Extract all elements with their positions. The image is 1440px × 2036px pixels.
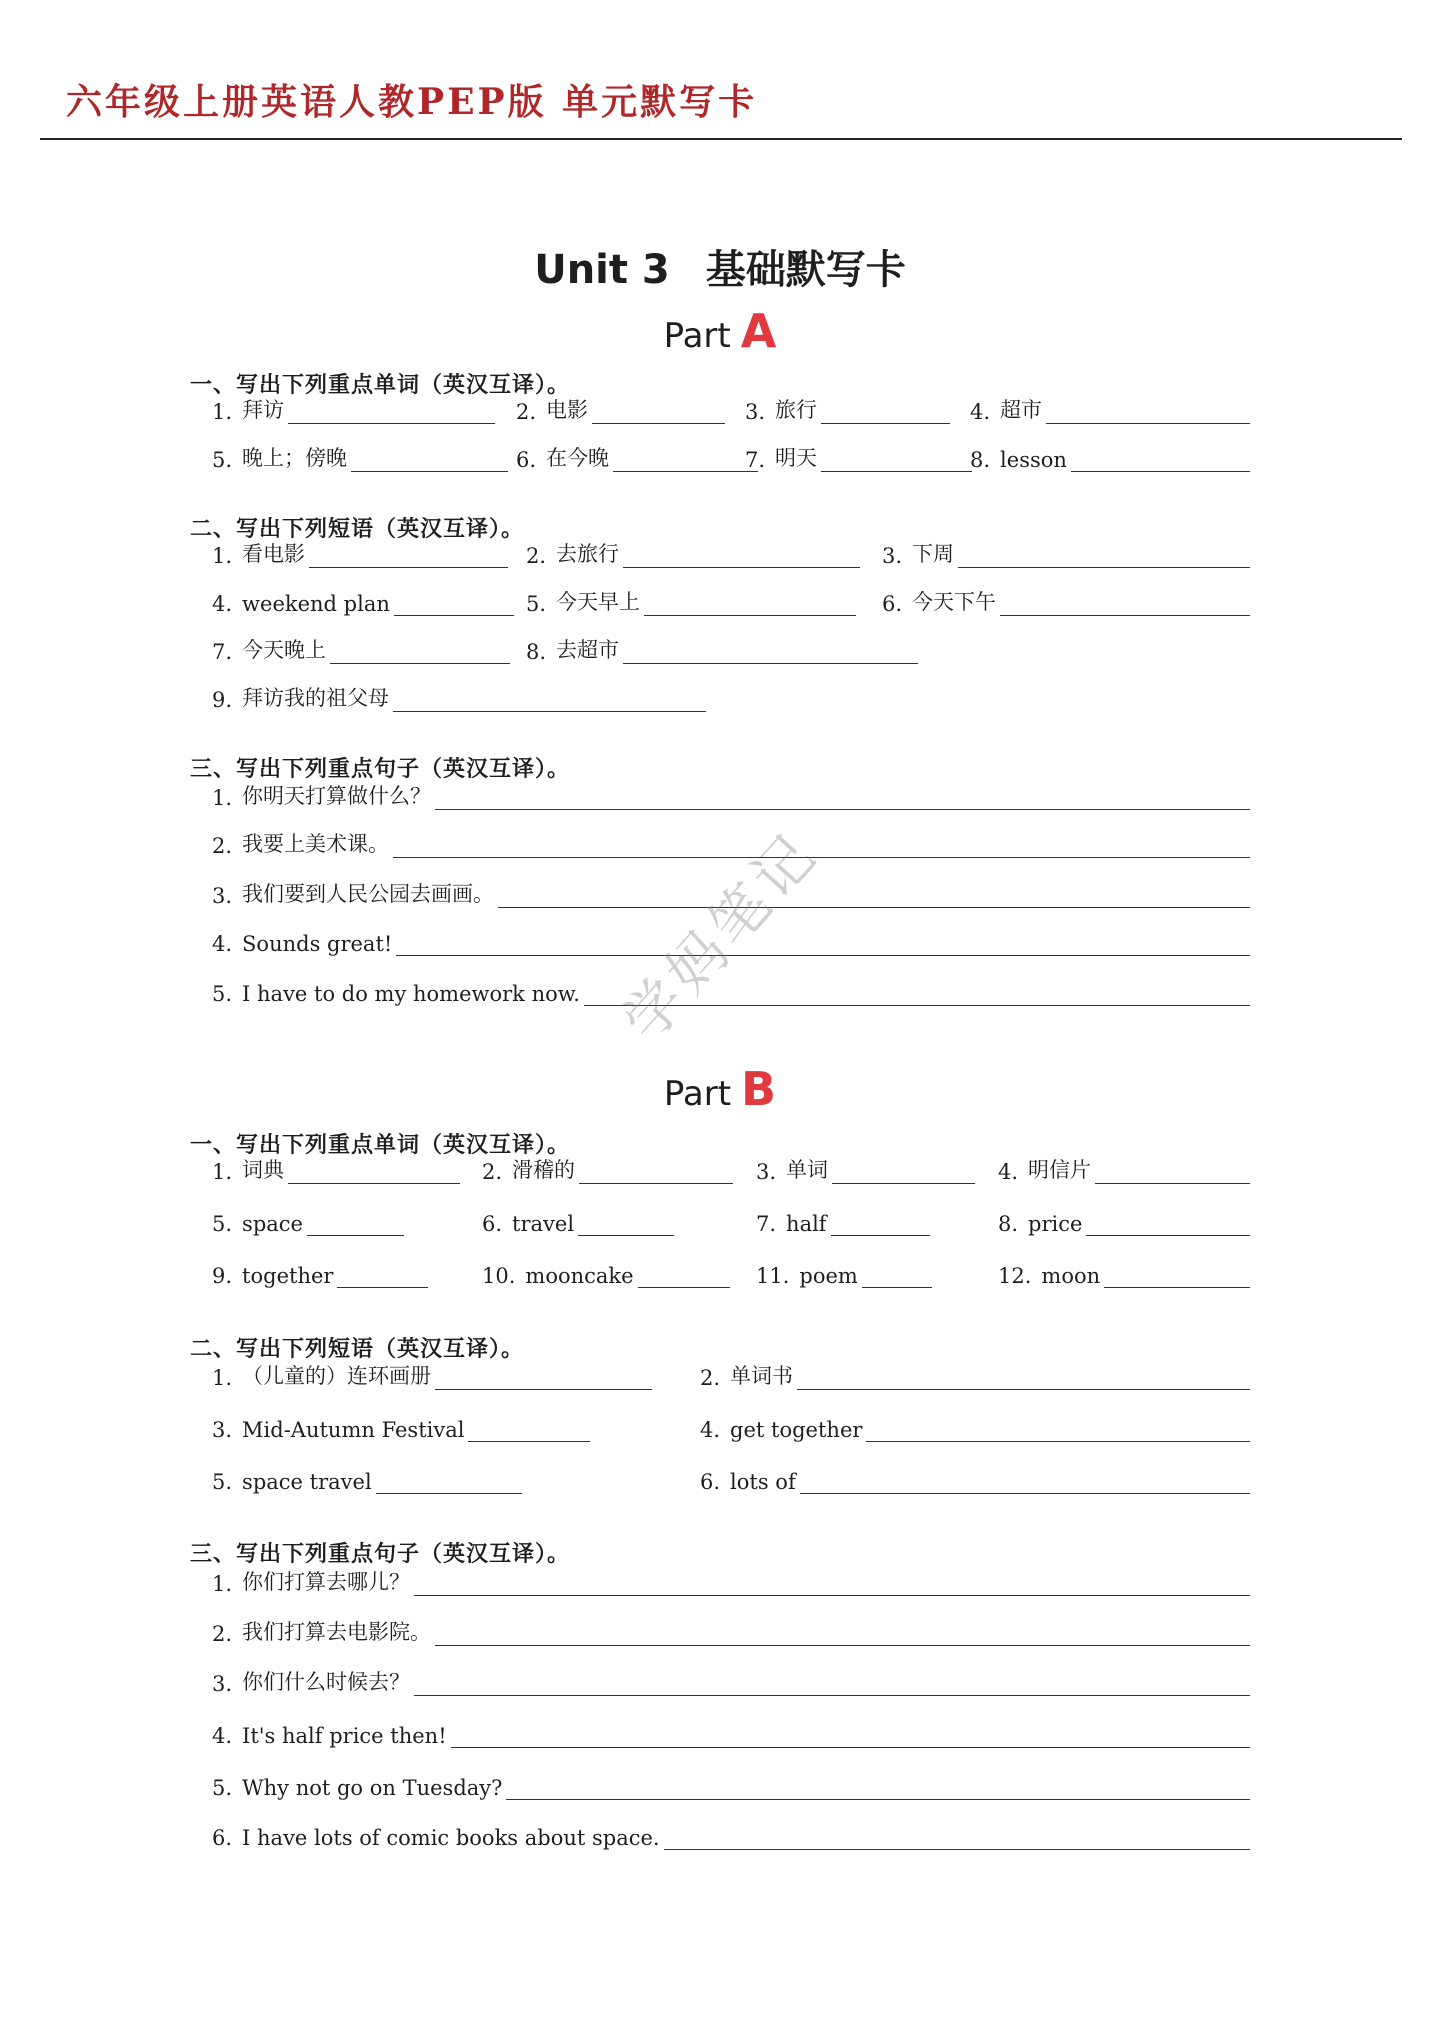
answer-blank[interactable] (862, 1265, 932, 1288)
b-phrases-item (212, 1412, 590, 1442)
b-words-item (212, 1206, 404, 1236)
answer-blank[interactable] (832, 1161, 975, 1184)
part-a-section-phrases: 二、写出下列短语（英汉互译）。 (190, 517, 525, 542)
part-b-heading (0, 1062, 1440, 1116)
answer-blank[interactable] (592, 401, 725, 424)
item-number: 2. (212, 834, 233, 858)
item-prompt: moon (1041, 1264, 1101, 1288)
a-words-item (212, 394, 495, 424)
item-prompt: Why not go on Tuesday? (242, 1776, 503, 1800)
answer-blank[interactable] (396, 933, 1250, 956)
item-prompt: 拜访我的祖父母 (242, 686, 390, 710)
part-a-section-sentences: 三、写出下列重点句子（英汉互译）。 (190, 757, 571, 782)
part-a-heading (0, 304, 1440, 358)
item-number: 9. (212, 688, 233, 712)
item-number: 4. (212, 592, 233, 616)
b-sentences-item (212, 1616, 1250, 1646)
b-words-item (212, 1258, 428, 1288)
item-number: 1. (212, 1160, 233, 1184)
item-prompt: 电影 (546, 398, 589, 422)
b-sentences-item (212, 1718, 1250, 1748)
item-number: 6. (482, 1212, 503, 1236)
b-phrases-item (700, 1412, 1250, 1442)
answer-blank[interactable] (435, 787, 1250, 810)
b-words-item (756, 1154, 975, 1184)
part-a-label: Part (663, 316, 731, 356)
item-number: 7. (756, 1212, 777, 1236)
b-words-item (212, 1154, 460, 1184)
item-number: 12. (998, 1264, 1032, 1288)
item-number: 3. (745, 400, 766, 424)
item-number: 2. (700, 1366, 721, 1390)
answer-blank[interactable] (309, 545, 508, 568)
answer-blank[interactable] (337, 1265, 428, 1288)
item-prompt: 词典 (242, 1158, 285, 1182)
answer-blank[interactable] (664, 1827, 1250, 1850)
item-prompt: 滑稽的 (512, 1158, 576, 1182)
item-prompt: 你们打算去哪儿？ (242, 1570, 411, 1594)
answer-blank[interactable] (1046, 401, 1250, 424)
answer-blank[interactable] (468, 1419, 590, 1442)
item-prompt: weekend plan (242, 592, 390, 616)
b-words-item (756, 1206, 930, 1236)
part-b-letter: B (741, 1062, 777, 1116)
item-number: 2. (212, 1622, 233, 1646)
a-words-item (212, 442, 508, 472)
a-words-item (745, 442, 972, 472)
answer-blank[interactable] (435, 1367, 652, 1390)
b-phrases-item (212, 1464, 522, 1494)
item-number: 5. (212, 1470, 233, 1494)
page-title (0, 238, 1440, 295)
item-prompt: lots of (730, 1470, 796, 1494)
item-number: 4. (998, 1160, 1019, 1184)
answer-blank[interactable] (288, 401, 495, 424)
item-prompt: 下周 (912, 542, 955, 566)
item-number: 10. (482, 1264, 516, 1288)
answer-blank[interactable] (414, 1573, 1250, 1596)
answer-blank[interactable] (376, 1471, 522, 1494)
b-words-item (482, 1258, 730, 1288)
b-sentences-item (212, 1820, 1250, 1850)
item-prompt: space travel (242, 1470, 372, 1494)
item-number: 3. (212, 1672, 233, 1696)
answer-blank[interactable] (451, 1725, 1250, 1748)
a-phrases-item (212, 586, 514, 616)
item-prompt: 今天早上 (556, 590, 641, 614)
answer-blank[interactable] (800, 1471, 1250, 1494)
a-phrases-item (882, 586, 1250, 616)
answer-blank[interactable] (307, 1213, 404, 1236)
a-phrases-item (526, 538, 860, 568)
page-header: 六年级上册英语人教PEP版 单元默写卡 (66, 81, 758, 123)
part-b-section-phrases: 二、写出下列短语（英汉互译）。 (190, 1337, 525, 1362)
item-number: 6. (700, 1470, 721, 1494)
watermark: 学妈笔记 (609, 818, 832, 1055)
item-prompt: 单词 (786, 1158, 829, 1182)
item-prompt: 单词书 (730, 1364, 794, 1388)
item-prompt: 我要上美术课。 (242, 832, 390, 856)
b-sentences-item (212, 1666, 1250, 1696)
item-number: 3. (212, 884, 233, 908)
answer-blank[interactable] (1095, 1161, 1250, 1184)
part-b-section-sentences: 三、写出下列重点句子（英汉互译）。 (190, 1542, 571, 1567)
answer-blank[interactable] (1104, 1265, 1250, 1288)
item-number: 4. (212, 932, 233, 956)
item-prompt: get together (730, 1418, 863, 1442)
item-prompt: half (786, 1212, 827, 1236)
answer-blank[interactable] (821, 449, 972, 472)
item-prompt: 我们要到人民公园去画画。 (242, 882, 495, 906)
answer-blank[interactable] (623, 545, 860, 568)
b-words-item (482, 1206, 674, 1236)
a-phrases-item (882, 538, 1250, 568)
item-prompt: 拜访 (242, 398, 285, 422)
item-number: 1. (212, 786, 233, 810)
item-number: 6. (212, 1826, 233, 1850)
item-prompt: 去超市 (556, 638, 620, 662)
item-number: 2. (482, 1160, 503, 1184)
item-number: 3. (212, 1418, 233, 1442)
b-sentences-item (212, 1770, 1250, 1800)
answer-blank[interactable] (1086, 1213, 1250, 1236)
answer-blank[interactable] (288, 1161, 460, 1184)
item-number: 5. (212, 982, 233, 1006)
item-prompt: 你明天打算做什么？ (242, 784, 432, 808)
item-prompt: price (1028, 1212, 1083, 1236)
answer-blank[interactable] (506, 1777, 1250, 1800)
item-prompt: It's half price then! (242, 1724, 447, 1748)
item-number: 4. (700, 1418, 721, 1442)
item-prompt: space (242, 1212, 303, 1236)
answer-blank[interactable] (435, 1623, 1250, 1646)
item-number: 5. (212, 448, 233, 472)
item-number: 6. (882, 592, 903, 616)
a-phrases-item (212, 538, 508, 568)
a-words-item (970, 442, 1250, 472)
b-words-item (998, 1206, 1250, 1236)
item-prompt: Mid-Autumn Festival (242, 1418, 465, 1442)
item-number: 4. (970, 400, 991, 424)
a-words-item (516, 394, 725, 424)
item-prompt: 看电影 (242, 542, 306, 566)
a-words-item (745, 394, 950, 424)
a-words-item (970, 394, 1250, 424)
answer-blank[interactable] (821, 401, 950, 424)
a-phrases-item (526, 586, 856, 616)
item-prompt: 明天 (775, 446, 818, 470)
item-prompt: mooncake (525, 1264, 634, 1288)
item-prompt: 在今晚 (546, 446, 610, 470)
b-words-item (756, 1258, 932, 1288)
answer-blank[interactable] (578, 1213, 674, 1236)
item-number: 2. (526, 544, 547, 568)
item-number: 11. (756, 1264, 790, 1288)
b-phrases-item (212, 1360, 652, 1390)
answer-blank[interactable] (1000, 593, 1250, 616)
part-a-letter: A (740, 304, 777, 358)
item-prompt: 去旅行 (556, 542, 620, 566)
a-phrases-item (212, 634, 510, 664)
a-sentences-item (212, 976, 1250, 1006)
item-number: 3. (882, 544, 903, 568)
answer-blank[interactable] (498, 885, 1250, 908)
item-number: 5. (212, 1776, 233, 1800)
header-divider (40, 138, 1402, 140)
item-number: 9. (212, 1264, 233, 1288)
b-words-item (998, 1154, 1250, 1184)
answer-blank[interactable] (644, 593, 856, 616)
item-number: 7. (212, 640, 233, 664)
item-prompt: （儿童的）连环画册 (242, 1364, 432, 1388)
answer-blank[interactable] (638, 1265, 730, 1288)
b-phrases-item (700, 1360, 1250, 1390)
a-sentences-item (212, 780, 1250, 810)
answer-blank[interactable] (414, 1673, 1250, 1696)
unit-title: Unit 3 (534, 247, 670, 293)
item-number: 1. (212, 1366, 233, 1390)
b-words-item (482, 1154, 733, 1184)
b-words-item (998, 1258, 1250, 1288)
item-prompt: 你们什么时候去？ (242, 1670, 411, 1694)
item-prompt: 今天下午 (912, 590, 997, 614)
item-prompt: travel (512, 1212, 575, 1236)
b-phrases-item (700, 1464, 1250, 1494)
item-prompt: lesson (1000, 448, 1067, 472)
item-number: 1. (212, 1572, 233, 1596)
item-prompt: 我们打算去电影院。 (242, 1620, 432, 1644)
item-number: 1. (212, 544, 233, 568)
answer-blank[interactable] (393, 689, 706, 712)
item-number: 3. (756, 1160, 777, 1184)
answer-blank[interactable] (1071, 449, 1250, 472)
part-a-section-words: 一、写出下列重点单词（英汉互译）。 (190, 373, 571, 398)
answer-blank[interactable] (797, 1367, 1250, 1390)
answer-blank[interactable] (613, 449, 758, 472)
item-prompt: I have to do my homework now. (242, 982, 580, 1006)
item-number: 8. (526, 640, 547, 664)
item-number: 8. (970, 448, 991, 472)
a-phrases-item (212, 682, 706, 712)
item-number: 6. (516, 448, 537, 472)
a-words-item (516, 442, 758, 472)
part-b-section-words: 一、写出下列重点单词（英汉互译）。 (190, 1133, 571, 1158)
item-number: 4. (212, 1724, 233, 1748)
answer-blank[interactable] (958, 545, 1250, 568)
item-prompt: 超市 (1000, 398, 1043, 422)
item-prompt: 明信片 (1028, 1158, 1092, 1182)
item-prompt: poem (799, 1264, 858, 1288)
answer-blank[interactable] (623, 641, 918, 664)
item-prompt: together (242, 1264, 334, 1288)
answer-blank[interactable] (866, 1419, 1250, 1442)
answer-blank[interactable] (330, 641, 510, 664)
item-prompt: 今天晚上 (242, 638, 327, 662)
title-subtitle: 基础默写卡 (705, 247, 906, 293)
item-prompt: I have lots of comic books about space. (242, 1826, 660, 1850)
item-prompt: 晚上；傍晚 (242, 446, 348, 470)
a-phrases-item (526, 634, 918, 664)
answer-blank[interactable] (579, 1161, 733, 1184)
answer-blank[interactable] (831, 1213, 930, 1236)
item-number: 2. (516, 400, 537, 424)
b-sentences-item (212, 1566, 1250, 1596)
item-number: 5. (212, 1212, 233, 1236)
item-number: 5. (526, 592, 547, 616)
part-b-label: Part (663, 1074, 732, 1114)
item-number: 8. (998, 1212, 1019, 1236)
item-prompt: Sounds great! (242, 932, 393, 956)
answer-blank[interactable] (351, 449, 508, 472)
answer-blank[interactable] (394, 593, 514, 616)
item-number: 1. (212, 400, 233, 424)
item-number: 7. (745, 448, 766, 472)
item-prompt: 旅行 (775, 398, 818, 422)
